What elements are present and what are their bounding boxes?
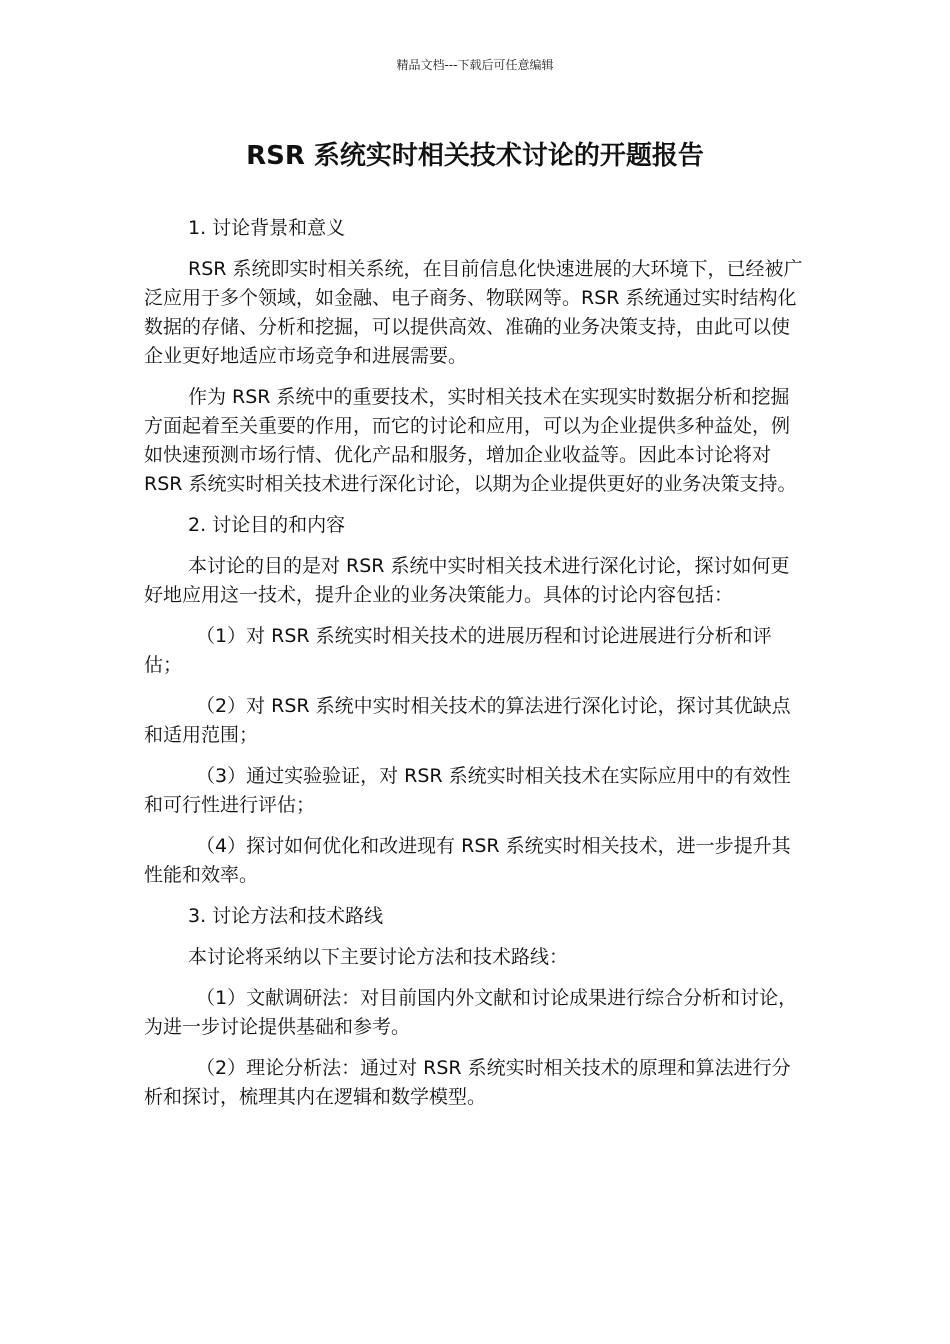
section-heading-purpose: 2. 讨论目的和内容 bbox=[188, 514, 346, 536]
paragraph-background-2: 作为 RSR 系统中的重要技术，实时相关技术在实现实时数据分析和挖掘方面起着至关重要的作用，而它的讨论和应用，可以为企业提供多种益处，例如快速预测市场行情、优化产品和服务，增加企业收益等。因此本讨论将对 RSR 系统实时相关技术进行深化讨论，以期为企业提供更好的业务决策支持。 bbox=[144, 386, 797, 495]
paragraph-background-1: RSR 系统即实时相关系统，在目前信息化快速进展的大环境下，已经被广泛应用于多个领域，如金融、电子商务、物联网等。RSR 系统通过实时结构化数据的存储、分析和挖掘，可以提供高效、准确的业务决策支持，由此可以使企业更好地适应市场竞争和进展需要。 bbox=[144, 258, 803, 367]
list-item-methods-2: （2）理论分析法：通过对 RSR 系统实时相关技术的原理和算法进行分析和探讨，梳理其内在逻辑和数学模型。 bbox=[144, 1057, 791, 1108]
document-body bbox=[144, 214, 806, 1124]
document-title: RSR 系统实时相关技术讨论的开题报告 bbox=[246, 141, 704, 171]
paragraph-methods-intro: 本讨论将采纳以下主要讨论方法和技术路线： bbox=[188, 946, 569, 968]
paragraph-purpose-intro: 本讨论的目的是对 RSR 系统中实时相关技术进行深化讨论，探讨如何更好地应用这一技术，提升企业的业务决策能力。具体的讨论内容包括： bbox=[144, 555, 790, 606]
page-header-note: 精品文档---下载后可任意编辑 bbox=[396, 58, 554, 72]
list-item-purpose-3: （3）通过实验验证，对 RSR 系统实时相关技术在实际应用中的有效性和可行性进行评估； bbox=[144, 765, 791, 816]
list-item-purpose-1: （1）对 RSR 系统实时相关技术的进展历程和讨论进展进行分析和评估； bbox=[144, 625, 772, 676]
section-heading-methods: 3. 讨论方法和技术路线 bbox=[188, 905, 384, 927]
section-heading-background: 1. 讨论背景和意义 bbox=[188, 217, 346, 239]
list-item-purpose-2: （2）对 RSR 系统中实时相关技术的算法进行深化讨论，探讨其优缺点和适用范围； bbox=[144, 695, 791, 746]
list-item-purpose-4: （4）探讨如何优化和改进现有 RSR 系统实时相关技术，进一步提升其性能和效率。 bbox=[144, 835, 791, 886]
list-item-methods-1: （1）文献调研法：对目前国内外文献和讨论成果进行综合分析和讨论，为进一步讨论提供基础和参考。 bbox=[144, 987, 798, 1038]
